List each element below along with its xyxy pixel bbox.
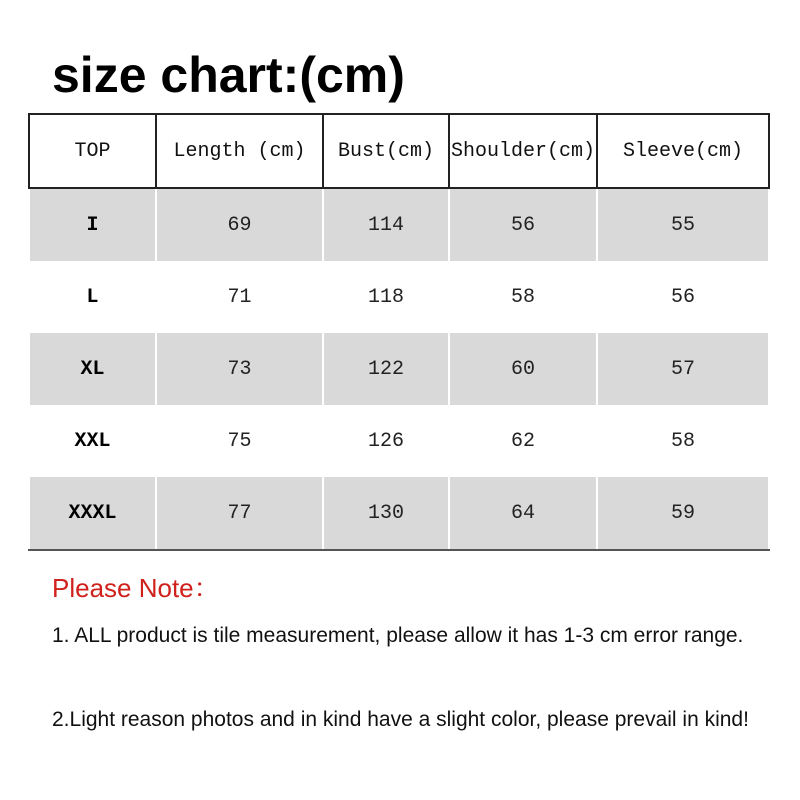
table-cell: 73 xyxy=(156,333,323,405)
size-cell: XL xyxy=(29,333,156,405)
note-2: 2.Light reason photos and in kind have a slight color, please prevail in kind! xyxy=(52,708,749,731)
size-cell: XXL xyxy=(29,405,156,477)
note-1: 1. ALL product is tile measurement, please allow it has 1-3 cm error range. xyxy=(52,624,744,647)
table-cell: 58 xyxy=(449,261,597,333)
page-title: size chart:(cm) xyxy=(52,47,405,103)
table-cell: 59 xyxy=(597,477,769,550)
table-cell: 75 xyxy=(156,405,323,477)
size-cell: I xyxy=(29,188,156,261)
table-cell: 56 xyxy=(449,188,597,261)
table-cell: 64 xyxy=(449,477,597,550)
size-table xyxy=(28,113,770,551)
table-cell: 58 xyxy=(597,405,769,477)
table-cell: 62 xyxy=(449,405,597,477)
table-cell: 77 xyxy=(156,477,323,550)
table-cell: 114 xyxy=(323,188,449,261)
table-cell: 126 xyxy=(323,405,449,477)
table-row xyxy=(29,333,769,405)
header-cell: Length (cm) xyxy=(156,114,323,188)
table-cell: 122 xyxy=(323,333,449,405)
table-row xyxy=(29,477,769,550)
header-cell: TOP xyxy=(29,114,156,188)
header-cell: Shoulder(cm) xyxy=(449,114,597,188)
table-cell: 56 xyxy=(597,261,769,333)
size-cell: XXXL xyxy=(29,477,156,550)
table-cell: 55 xyxy=(597,188,769,261)
table-row xyxy=(29,261,769,333)
table-cell: 69 xyxy=(156,188,323,261)
table-cell: 60 xyxy=(449,333,597,405)
table-header xyxy=(29,114,769,188)
table-cell: 118 xyxy=(323,261,449,333)
table-row xyxy=(29,405,769,477)
size-cell: L xyxy=(29,261,156,333)
header-cell: Bust(cm) xyxy=(323,114,449,188)
table-cell: 130 xyxy=(323,477,449,550)
note-title: Please Note： xyxy=(52,573,220,603)
table-row xyxy=(29,188,769,261)
table-cell: 57 xyxy=(597,333,769,405)
header-cell: Sleeve(cm) xyxy=(597,114,769,188)
table-cell: 71 xyxy=(156,261,323,333)
